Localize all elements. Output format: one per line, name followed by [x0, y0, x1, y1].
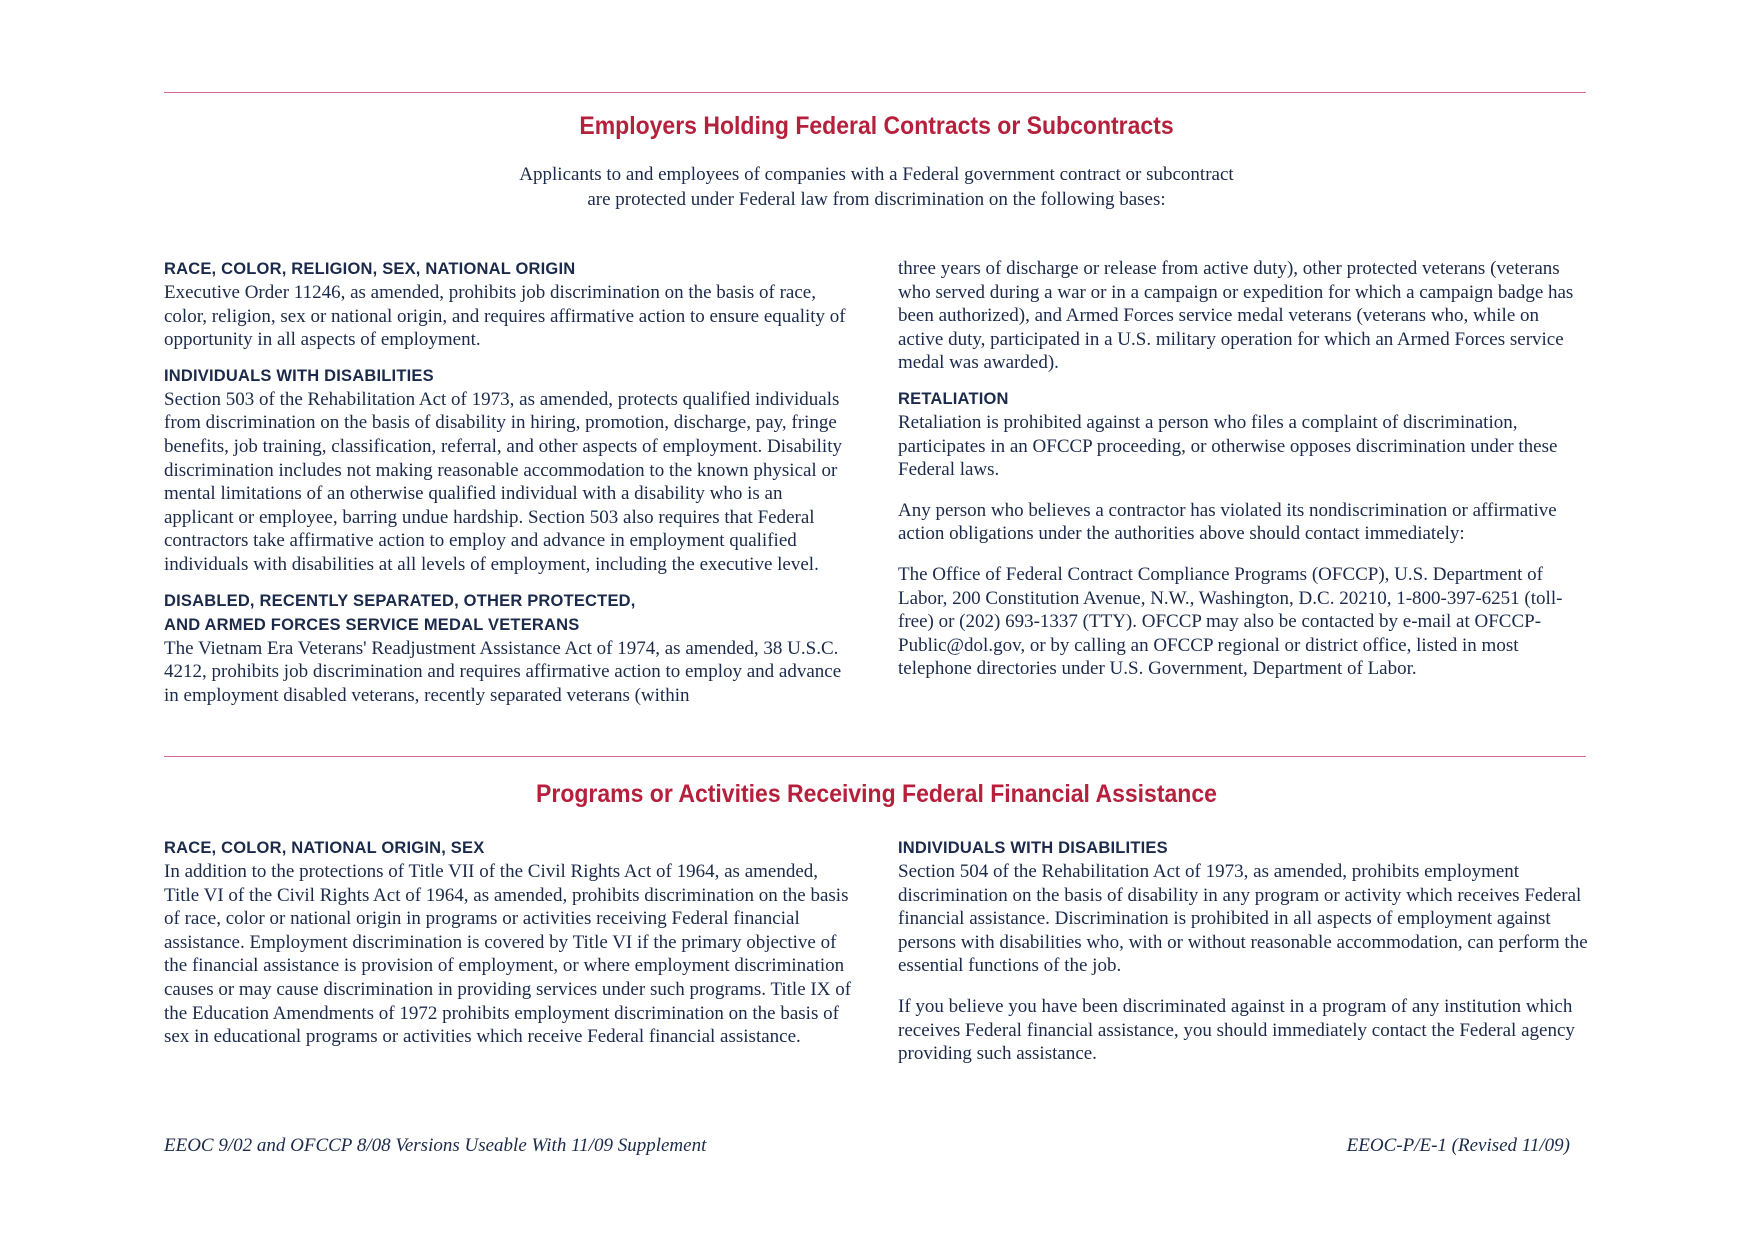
section2-left-column [164, 836, 854, 1049]
individuals-disabilities-heading: INDIVIDUALS WITH DISABILITIES [164, 366, 434, 385]
race-color-origin-sex-heading: RACE, COLOR, NATIONAL ORIGIN, SEX [164, 839, 485, 857]
retaliation-heading: RETALIATION [898, 389, 1009, 408]
footer-form-number: EEOC-P/E-1 (Revised 11/09) [1346, 1135, 1570, 1156]
top-divider [164, 92, 1586, 93]
footer-version-note: EEOC 9/02 and OFCCP 8/08 Versions Useable With 11/09 Supplement [164, 1135, 707, 1156]
race-color-religion-heading: RACE, COLOR, RELIGION, SEX, NATIONAL ORIGIN [164, 260, 576, 278]
section2-right-column [898, 836, 1588, 1066]
section1-intro [0, 162, 1753, 212]
individuals-disabilities-body: Section 503 of the Rehabilitation Act of 1973, as amended, protects qualified individuals from discrimination on the basis of disability in hiring, promotion, discharge, pay, fringe benefits, job training, classification, referral, and other aspects of employment. Disability discrimination includes not making reasonable accommodation to the known physical or mental limitations of an otherwise qualified individual with a disability who is an applicant or employee, barring undue hardship. Section 503 also requires that Federal contractors take affirmative action to employ and advance in employment qualified individuals with disabilities at all levels of employment, including the executive level. [164, 388, 842, 575]
section504-body: Section 504 of the Rehabilitation Act of 1973, as amended, prohibits employment discrimination on the basis of disability in any program or activity which receives Federal financial assistance. Discrimination is prohibited in all aspects of employment against persons with disabilities who, with or without reasonable accommodation, can perform the essential functions of the job. [898, 861, 1588, 977]
section504-heading: INDIVIDUALS WITH DISABILITIES [898, 839, 1168, 857]
section1-left-column [164, 257, 854, 707]
federal-agency-contact: If you believe you have been discriminated against in a program of any institution which receives Federal financial assistance, you should immediately contact the Federal agency providing such assistance. [898, 995, 1575, 1065]
retaliation-body: Retaliation is prohibited against a person who files a complaint of discrimination, participates in an OFCCP proceeding, or otherwise opposes discrimination under these Federal laws. [898, 411, 1558, 481]
section2-title: Programs or Activities Receiving Federal Financial Assistance [536, 780, 1217, 808]
ofccp-contact-info: The Office of Federal Contract Compliance Programs (OFCCP), U.S. Department of Labor, 200 Constitution Avenue, N.W., Washington, D.C. 20210, 1-800-397-6251 (toll-free) or (202) 693-1337 (TTY). OFCCP may also be contacted by e-mail at OFCCP-Public@dol.gov, or by calling an OFCCP regional or district office, listed in most telephone directories under U.S. Government, Department of Labor. [898, 563, 1563, 680]
section1-right-column [898, 257, 1588, 681]
veterans-heading-line-1: DISABLED, RECENTLY SEPARATED, OTHER PROTECTED, [164, 591, 636, 610]
veterans-heading [164, 589, 854, 637]
veterans-body-part-1: The Vietnam Era Veterans' Readjustment Assistance Act of 1974, as amended, 38 U.S.C. 4212, prohibits job discrimination and requires affirmative action to employ and advance in employment disabled veterans, recently separated veterans (within [164, 637, 842, 706]
intro-line-1: Applicants to and employees of companies with a Federal government contract or subcontract [519, 164, 1234, 185]
middle-divider [164, 756, 1586, 757]
intro-line-2: are protected under Federal law from discrimination on the following bases: [587, 189, 1166, 210]
contact-instructions: Any person who believes a contractor has violated its nondiscrimination or affirmative action obligations under the authorities above should contact immediately: [898, 499, 1557, 545]
veterans-heading-line-2: AND ARMED FORCES SERVICE MEDAL VETERANS [164, 615, 580, 634]
race-color-religion-body: Executive Order 11246, as amended, prohibits job discrimination on the basis of race, color, religion, sex or national origin, and requires affirmative action to ensure equality of opportunity in all aspects of employment. [164, 282, 846, 351]
race-color-origin-sex-body: In addition to the protections of Title VII of the Civil Rights Act of 1964, as amended, Title VI of the Civil Rights Act of 1964, as amended, prohibits discrimination on the basis of race, color or national origin in programs or activities receiving Federal financial assistance. Employment discrimination is covered by Title VI if the primary objective of the financial assistance is provision of employment, or where employment discrimination causes or may cause discrimination in providing services under such programs. Title IX of the Education Amendments of 1972 prohibits employment discrimination on the basis of sex in educational programs or activities which receive Federal financial assistance. [164, 861, 852, 1048]
section1-title: Employers Holding Federal Contracts or Subcontracts [579, 112, 1174, 140]
veterans-body-part-2: three years of discharge or release from active duty), other protected veterans (veterans who served during a war or in a campaign or expedition for which a campaign badge has been authorized), and Armed Forces service medal veterans (veterans who, while on active duty, participated in a U.S. military operation for which an Armed Forces service medal was awarded). [898, 258, 1574, 374]
